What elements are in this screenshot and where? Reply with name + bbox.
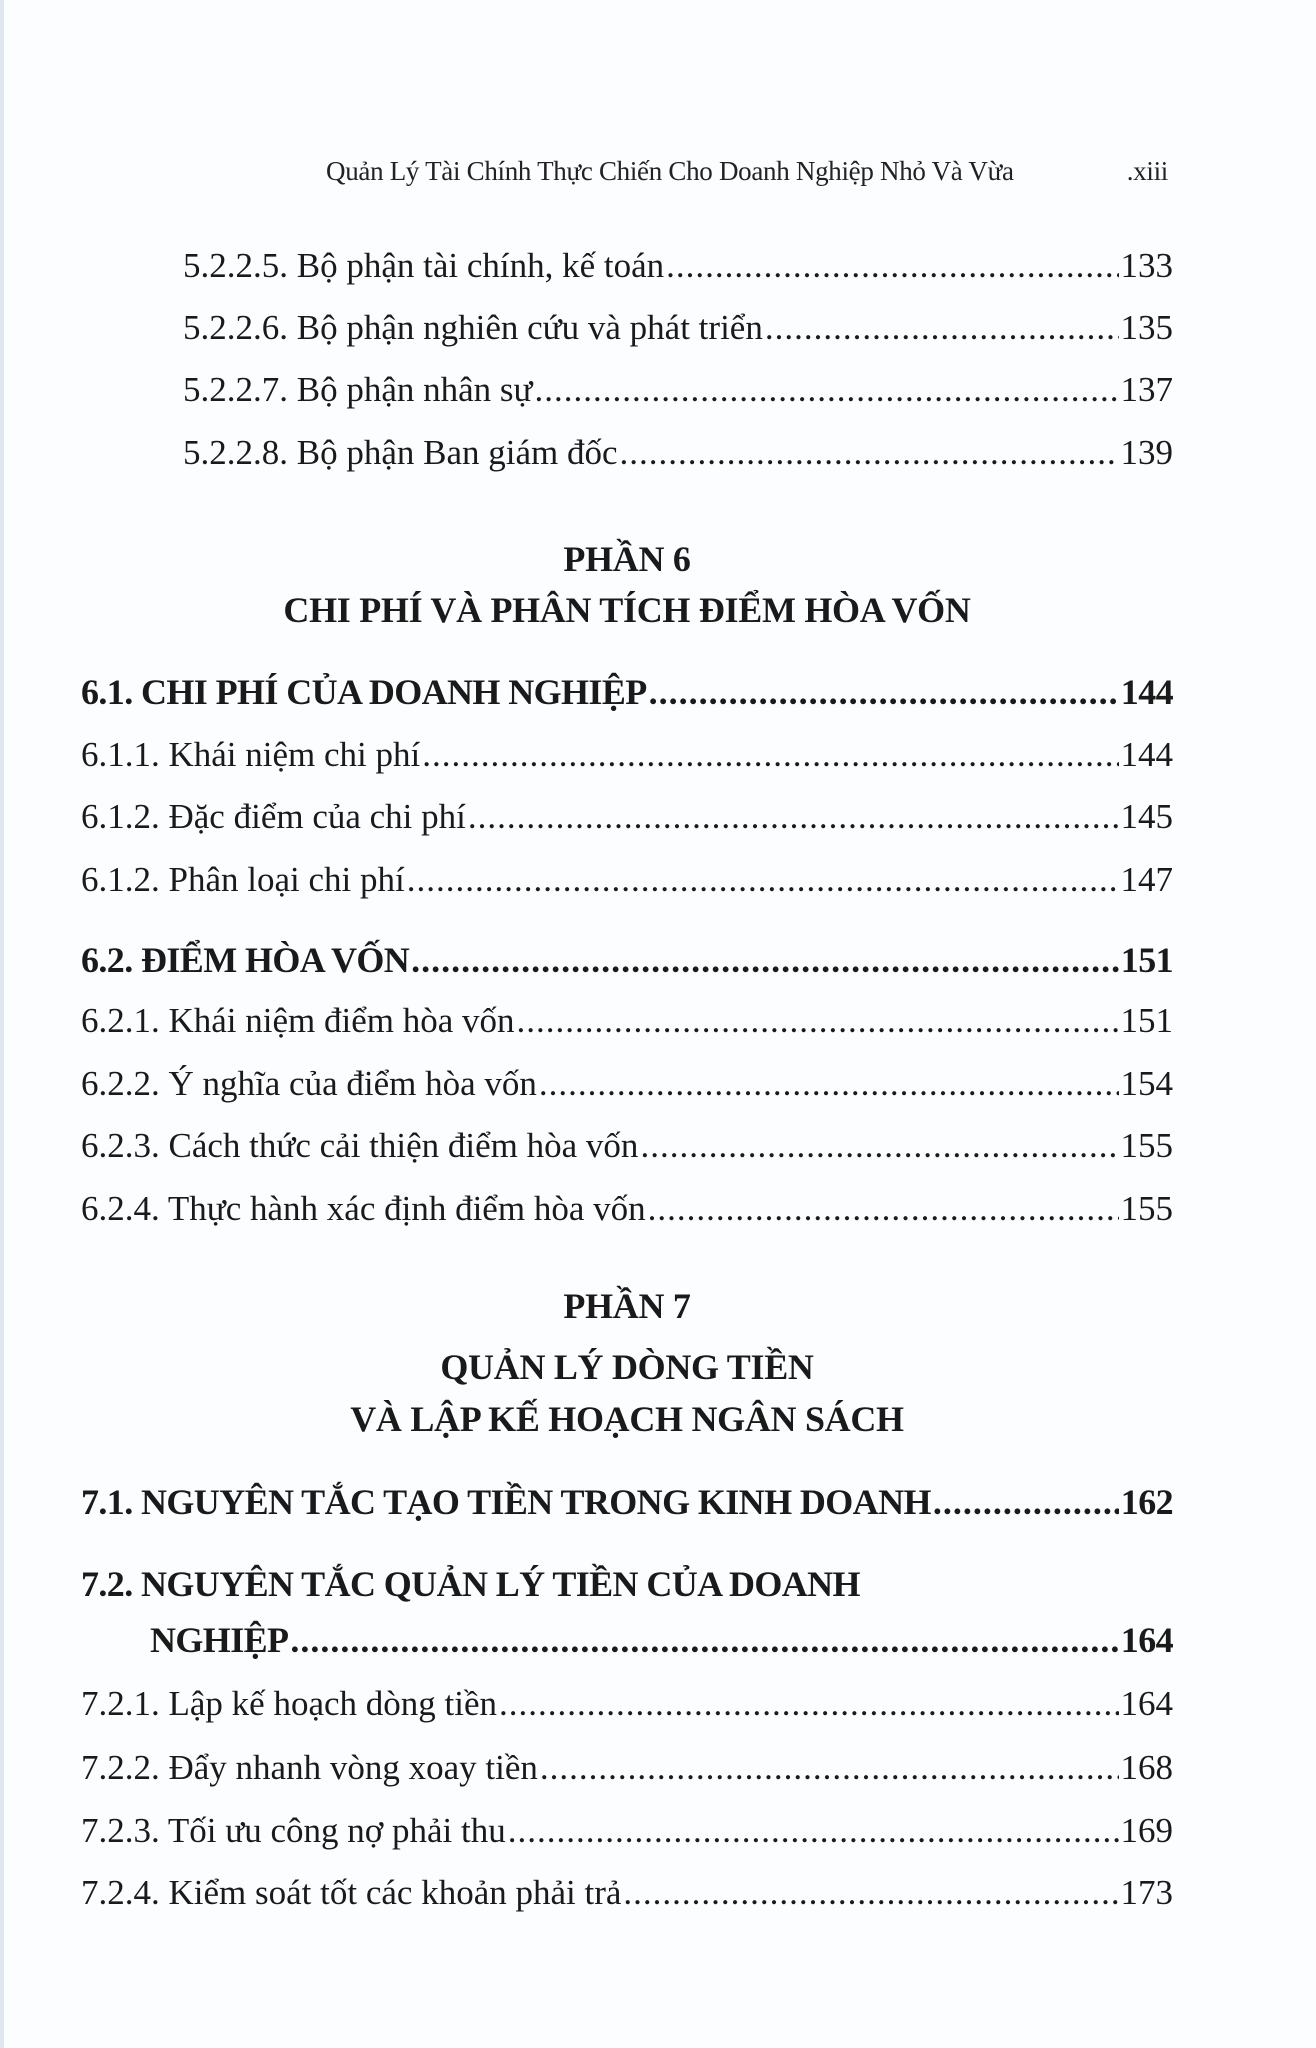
dot-leader bbox=[540, 1746, 1119, 1790]
toc-page: 155 bbox=[1120, 1126, 1173, 1165]
dot-leader bbox=[649, 670, 1119, 714]
dot-leader bbox=[499, 1682, 1118, 1726]
toc-entry[interactable] bbox=[81, 795, 1173, 839]
dot-leader bbox=[468, 795, 1119, 839]
toc-page: 144 bbox=[1120, 735, 1173, 774]
toc-label: 6.2. ĐIỂM HÒA VỐN bbox=[81, 940, 410, 980]
toc-entry[interactable] bbox=[81, 1871, 1173, 1915]
dot-leader bbox=[666, 244, 1118, 288]
toc-page: 147 bbox=[1120, 860, 1173, 899]
toc-page: 151 bbox=[1120, 940, 1173, 980]
page-number: .xiii bbox=[1126, 156, 1168, 186]
toc-page: 173 bbox=[1120, 1873, 1173, 1912]
toc-label: 6.1.1. Khái niệm chi phí bbox=[81, 735, 421, 774]
toc-page: 155 bbox=[1120, 1189, 1173, 1228]
running-header bbox=[326, 156, 1168, 187]
dot-leader bbox=[539, 1062, 1119, 1106]
dot-leader bbox=[508, 1809, 1119, 1853]
book-title: Quản Lý Tài Chính Thực Chiến Cho Doanh Nghiệp Nhỏ Và Vừa bbox=[326, 156, 1014, 186]
part-heading: PHẦN 7 bbox=[563, 1286, 691, 1326]
toc-label: 6.2.3. Cách thức cải thiện điểm hòa vốn bbox=[81, 1126, 639, 1165]
dot-leader bbox=[648, 1187, 1119, 1231]
part-title-line2: VÀ LẬP KẾ HOẠCH NGÂN SÁCH bbox=[350, 1399, 904, 1439]
part-title: CHI PHÍ VÀ PHÂN TÍCH ĐIỂM HÒA VỐN bbox=[283, 590, 971, 630]
toc-label: 7.1. NGUYÊN TẮC TẠO TIỀN TRONG KINH DOANH bbox=[81, 1482, 931, 1522]
toc-label: 6.1.2. Phân loại chi phí bbox=[81, 860, 405, 899]
toc-entry[interactable] bbox=[81, 1809, 1173, 1853]
dot-leader bbox=[765, 306, 1119, 350]
toc-entry[interactable] bbox=[81, 1187, 1173, 1231]
toc-page: 145 bbox=[1120, 797, 1173, 836]
toc-label: 5.2.2.5. Bộ phận tài chính, kế toán bbox=[183, 246, 665, 285]
toc-label: 7.2. NGUYÊN TẮC QUẢN LÝ TIỀN CỦA DOANH bbox=[81, 1564, 860, 1604]
toc-section[interactable] bbox=[81, 938, 1173, 982]
toc-section-line2[interactable] bbox=[150, 1618, 1173, 1662]
toc-label: 5.2.2.6. Bộ phận nghiên cứu và phát triển bbox=[183, 308, 763, 347]
toc-page: 139 bbox=[1120, 433, 1173, 472]
dot-leader bbox=[640, 1124, 1118, 1168]
toc-entry[interactable] bbox=[183, 431, 1173, 475]
toc-entry[interactable] bbox=[183, 368, 1173, 412]
toc-label: 7.2.4. Kiểm soát tốt các khoản phải trả bbox=[81, 1873, 622, 1912]
toc-page: 164 bbox=[1120, 1620, 1173, 1660]
toc-label: 6.1. CHI PHÍ CỦA DOANH NGHIỆP bbox=[81, 672, 647, 712]
toc-page: 151 bbox=[1120, 1001, 1173, 1040]
toc-page: 135 bbox=[1120, 308, 1173, 347]
dot-leader bbox=[535, 368, 1119, 412]
toc-entry[interactable] bbox=[81, 1124, 1173, 1168]
toc-label: 6.2.2. Ý nghĩa của điểm hòa vốn bbox=[81, 1064, 537, 1103]
toc-entry[interactable] bbox=[81, 858, 1173, 902]
part-title-line1: QUẢN LÝ DÒNG TIỀN bbox=[440, 1347, 814, 1387]
page-edge bbox=[0, 0, 4, 2048]
toc-label: 6.2.4. Thực hành xác định điểm hòa vốn bbox=[81, 1189, 646, 1228]
dot-leader bbox=[933, 1480, 1119, 1524]
toc-entry[interactable] bbox=[183, 244, 1173, 288]
toc-label: NGHIỆP bbox=[150, 1620, 289, 1660]
dot-leader bbox=[290, 1618, 1118, 1662]
dot-leader bbox=[517, 999, 1119, 1043]
toc-entry[interactable] bbox=[81, 999, 1173, 1043]
toc-entry[interactable] bbox=[183, 306, 1173, 350]
toc-page: 137 bbox=[1120, 370, 1173, 409]
toc-label: 6.2.1. Khái niệm điểm hòa vốn bbox=[81, 1001, 515, 1040]
toc-page: 169 bbox=[1120, 1811, 1173, 1850]
toc-page: 144 bbox=[1120, 672, 1173, 712]
toc-page: 133 bbox=[1120, 246, 1173, 285]
toc-label: 7.2.1. Lập kế hoạch dòng tiền bbox=[81, 1684, 498, 1723]
part-heading: PHẦN 6 bbox=[563, 539, 691, 579]
dot-leader bbox=[620, 431, 1119, 475]
dot-leader bbox=[422, 733, 1118, 777]
toc-entry[interactable] bbox=[81, 733, 1173, 777]
toc-entry[interactable] bbox=[81, 1682, 1173, 1726]
toc-section-line1[interactable] bbox=[81, 1562, 1173, 1606]
toc-label: 7.2.2. Đẩy nhanh vòng xoay tiền bbox=[81, 1748, 538, 1787]
toc-label: 7.2.3. Tối ưu công nợ phải thu bbox=[81, 1811, 506, 1850]
toc-page: 164 bbox=[1120, 1684, 1173, 1723]
toc-page: 154 bbox=[1120, 1064, 1173, 1103]
toc-page: 168 bbox=[1120, 1748, 1173, 1787]
toc-section[interactable] bbox=[81, 1480, 1173, 1524]
dot-leader bbox=[407, 858, 1119, 902]
toc-label: 5.2.2.7. Bộ phận nhân sự bbox=[183, 370, 533, 409]
toc-section[interactable] bbox=[81, 670, 1173, 714]
toc-entry[interactable] bbox=[81, 1062, 1173, 1106]
toc-page: 162 bbox=[1120, 1482, 1173, 1522]
toc-label: 6.1.2. Đặc điểm của chi phí bbox=[81, 797, 466, 836]
dot-leader bbox=[623, 1871, 1118, 1915]
toc-label: 5.2.2.8. Bộ phận Ban giám đốc bbox=[183, 433, 618, 472]
dot-leader bbox=[411, 938, 1119, 982]
toc-entry[interactable] bbox=[81, 1746, 1173, 1790]
